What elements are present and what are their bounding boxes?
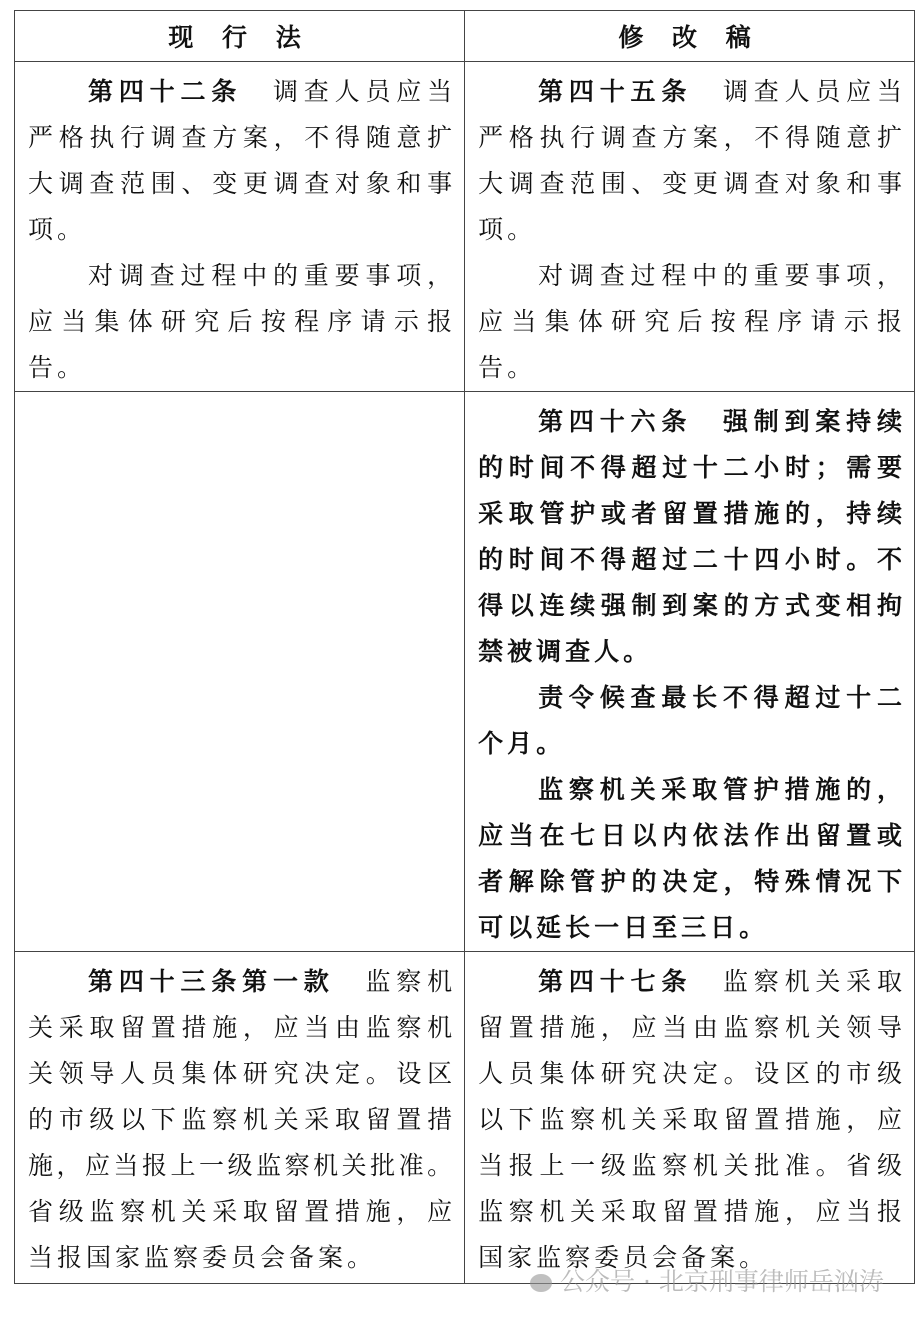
text-line [478, 69, 902, 115]
line-text: 国家监察委员会备案。 [478, 1243, 769, 1272]
text-line [28, 959, 452, 1005]
line-text: 的市级以下监察机关采取留置措 [28, 1105, 453, 1134]
text-line [28, 1051, 452, 1097]
line-text: 应当集体研究后按程序请示报 [478, 307, 902, 336]
text-line [28, 1097, 452, 1143]
text-line [478, 1097, 902, 1143]
line-text: 责令候查最长不得超过十二 [538, 683, 902, 712]
line-text: 项。 [478, 215, 537, 244]
line-text: 人员集体研究决定。设区的市级 [478, 1059, 902, 1088]
line-text: 应当在七日以内依法作出留置或 [478, 821, 902, 850]
article-number: 第四十三条第一款 [88, 967, 335, 996]
line-text: 告。 [28, 353, 87, 382]
text-line [28, 115, 452, 161]
line-text: 以下监察机关采取留置措施，应 [478, 1105, 902, 1134]
line-text: 个月。 [478, 729, 566, 758]
line-text: 严格执行调查方案，不得随意扩 [478, 123, 902, 152]
text-line [478, 491, 902, 537]
line-text: 得以连续强制到案的方式变相拘 [478, 591, 902, 620]
line-text: 施，应当报上一级监察机关批准。 [28, 1151, 453, 1180]
table-row [15, 952, 915, 1284]
header-revised-draft: 修 改 稿 [465, 11, 915, 62]
text-line [28, 299, 452, 345]
wechat-icon [530, 1274, 552, 1292]
text-line [478, 207, 902, 253]
comparison-table [14, 10, 915, 1284]
article-number: 第四十七条 [538, 967, 693, 996]
text-line [28, 161, 452, 207]
article-number: 第四十二条 [88, 77, 243, 106]
cell-revised-draft [465, 392, 915, 952]
line-text: 项。 [28, 215, 87, 244]
text-line [478, 253, 902, 299]
line-text: 对调查过程中的重要事项， [538, 261, 902, 290]
line-text: 调查人员应当 [692, 77, 902, 106]
line-text: 监察机 [334, 967, 453, 996]
text-line [28, 69, 452, 115]
line-text: 关领导人员集体研究决定。设区 [28, 1059, 453, 1088]
text-line [478, 859, 902, 905]
text-line [28, 345, 452, 391]
text-line [28, 1143, 452, 1189]
line-text: 告。 [478, 353, 537, 382]
line-text: 监察机关采取留置措施，应当报 [478, 1197, 902, 1226]
text-line [478, 345, 902, 391]
text-line [478, 675, 902, 721]
cell-current-law [15, 392, 465, 952]
text-line [478, 1005, 902, 1051]
cell-revised-draft [465, 62, 915, 392]
line-text: 大调查范围、变更调查对象和事 [28, 169, 453, 198]
text-line [28, 1005, 452, 1051]
header-row [15, 11, 915, 62]
line-text: 的时间不得超过十二小时；需要 [478, 453, 902, 482]
text-line [478, 1143, 902, 1189]
text-line [478, 1051, 902, 1097]
text-line [478, 399, 902, 445]
text-line [28, 253, 452, 299]
text-line [478, 161, 902, 207]
text-line [478, 1189, 902, 1235]
cell-current-law [15, 62, 465, 392]
text-line [478, 583, 902, 629]
text-line [478, 959, 902, 1005]
line-text: 对调查过程中的重要事项， [88, 261, 453, 290]
text-line [478, 905, 902, 951]
line-text: 大调查范围、变更调查对象和事 [478, 169, 902, 198]
line-text: 第四十六条 强制到案持续 [538, 407, 902, 436]
line-text: 监察机关采取管护措施的， [538, 775, 902, 804]
text-line [478, 299, 902, 345]
line-text: 当报国家监察委员会备案。 [28, 1243, 377, 1272]
text-line [28, 1235, 452, 1281]
table-row [15, 62, 915, 392]
line-text: 留置措施，应当由监察机关领导 [478, 1013, 902, 1042]
line-text: 的时间不得超过二十四小时。不 [478, 545, 902, 574]
text-line [478, 537, 902, 583]
cell-current-law [15, 952, 465, 1284]
line-text: 当报上一级监察机关批准。省级 [478, 1151, 902, 1180]
cell-revised-draft [465, 952, 915, 1284]
header-current-law: 现 行 法 [15, 11, 465, 62]
line-text: 调查人员应当 [242, 77, 453, 106]
table-row [15, 392, 915, 952]
text-line [478, 445, 902, 491]
text-line [28, 207, 452, 253]
line-text: 者解除管护的决定，特殊情况下 [478, 867, 902, 896]
line-text: 关采取留置措施，应当由监察机 [28, 1013, 453, 1042]
text-line [478, 767, 902, 813]
line-text: 省级监察机关采取留置措施，应 [28, 1197, 453, 1226]
text-line [478, 115, 902, 161]
text-line [478, 813, 902, 859]
watermark-text: 公众号 · 北京刑事律师岳汹涛 [560, 1267, 884, 1296]
text-line [478, 629, 902, 675]
line-text: 监察机关采取 [692, 967, 902, 996]
text-line [478, 721, 902, 767]
line-text: 采取管护或者留置措施的，持续 [478, 499, 902, 528]
article-number: 第四十五条 [538, 77, 693, 106]
line-text: 可以延长一日至三日。 [478, 913, 769, 942]
text-line [28, 1189, 452, 1235]
line-text: 应当集体研究后按程序请示报 [28, 307, 453, 336]
watermark [530, 1262, 884, 1298]
line-text: 禁被调查人。 [478, 637, 653, 666]
line-text: 严格执行调查方案，不得随意扩 [28, 123, 453, 152]
